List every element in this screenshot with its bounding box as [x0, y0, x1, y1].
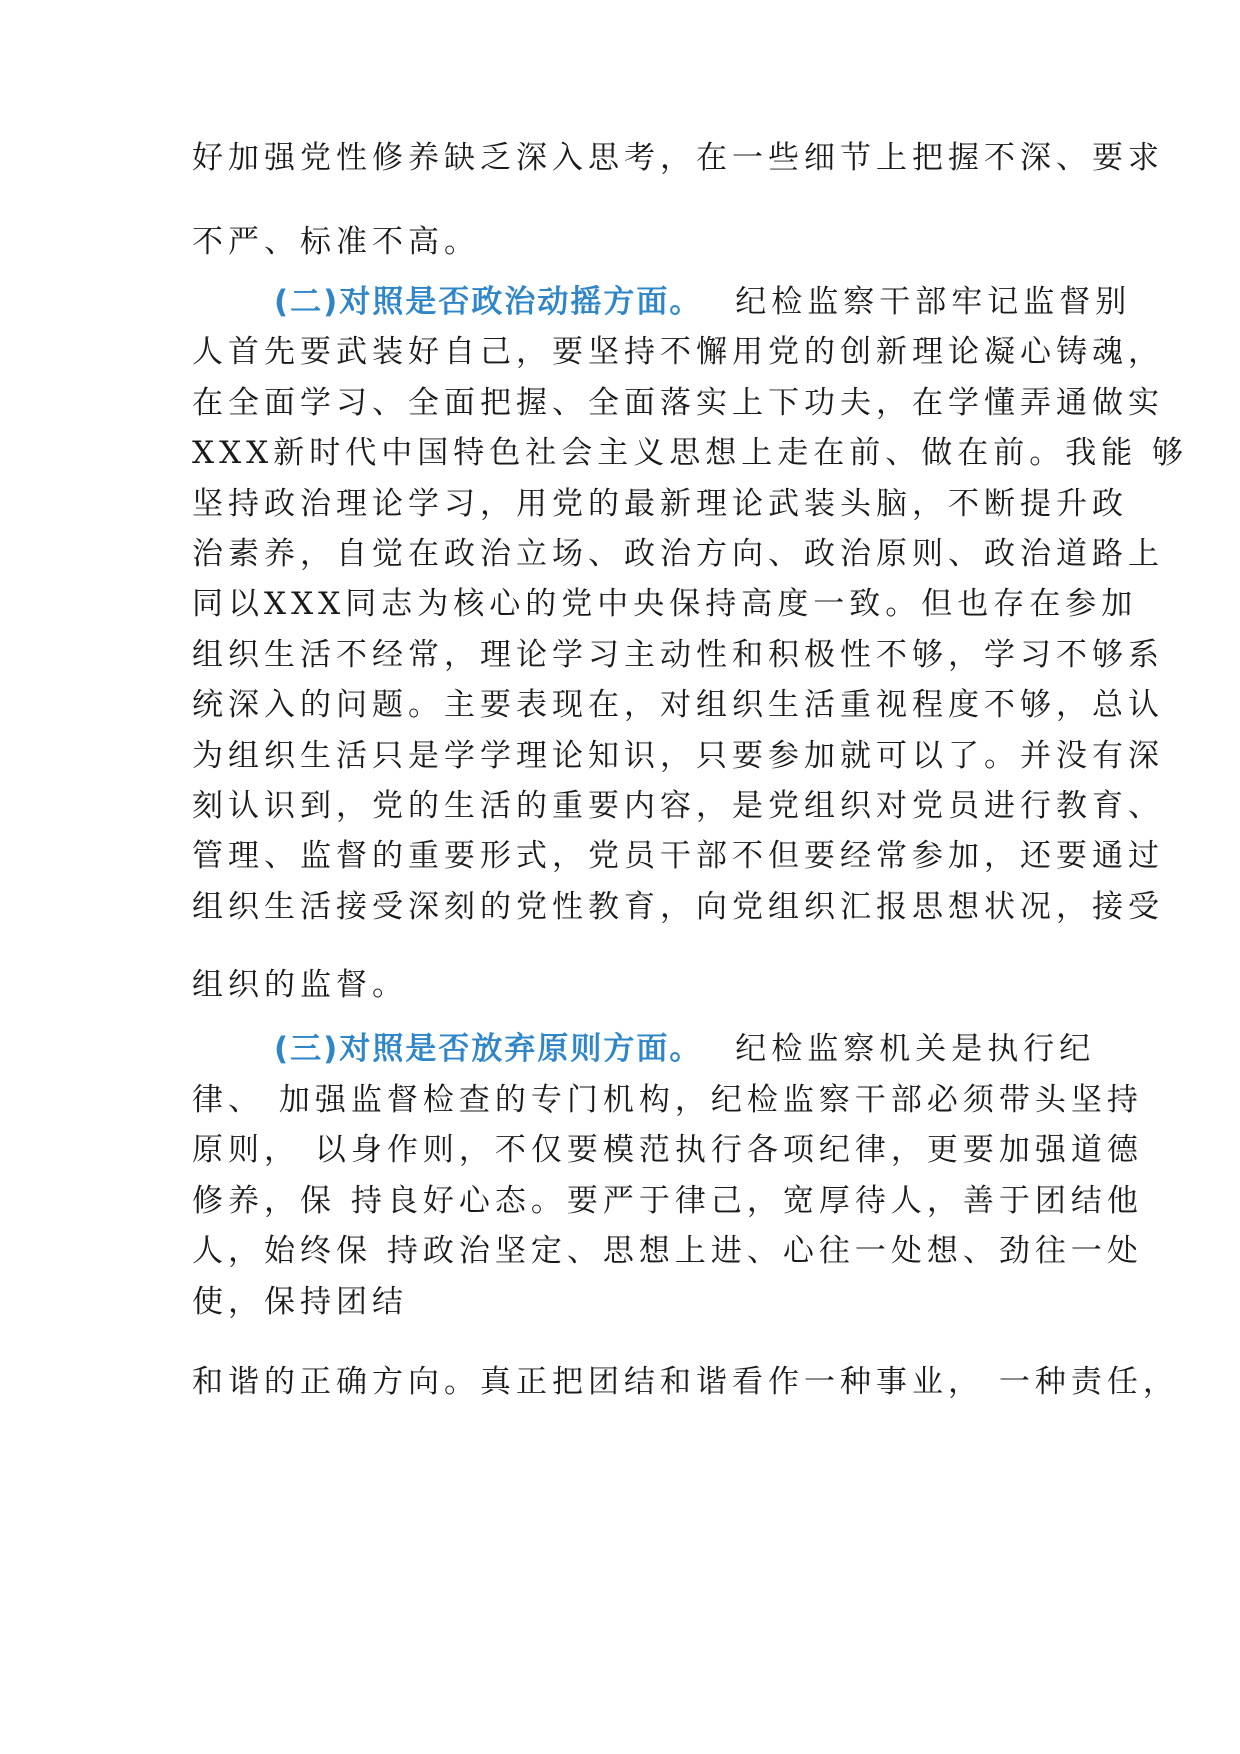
body-line: 原则， 以身作则，不仅要模范执行各项纪律，更要加强道德	[192, 1132, 1143, 1168]
body-line: 组织生活接受深刻的党性教育，向党组织汇报思想状况，接受	[192, 889, 1164, 925]
body-line: 坚持政治理论学习，用党的最新理论武装头脑，不断提升政	[192, 486, 1128, 522]
section-3-first-line-text: 纪检监察机关是执行纪	[735, 1031, 1096, 1067]
body-line: 人，始终保 持政治坚定、思想上进、心往一处想、劲往一处	[192, 1233, 1143, 1269]
body-line: 刻认识到，党的生活的重要内容，是党组织对党员进行教育、	[192, 788, 1164, 824]
body-line: 组织的监督。	[192, 967, 408, 1003]
body-line: 好加强党性修养缺乏深入思考，在一些细节上把握不深、要求	[192, 140, 1164, 176]
body-line: 为组织生活只是学学理论知识，只要参加就可以了。并没有深	[192, 738, 1164, 774]
body-line: 律、 加强监督检查的专门机构，纪检监察干部必须带头坚持	[192, 1082, 1143, 1118]
body-line: 在全面学习、全面把握、全面落实上下功夫，在学懂弄通做实	[192, 385, 1164, 421]
body-line: 治素养，自觉在政治立场、政治方向、政治原则、政治道路上	[192, 536, 1164, 572]
body-line: XXX新时代中国特色社会主义思想上走在前、做在前。我能 够	[192, 435, 1189, 471]
section-3-first-line	[274, 1029, 1096, 1069]
section-2-heading: (二)对照是否政治动摇方面。	[274, 284, 703, 320]
body-line: 统深入的问题。主要表现在，对组织生活重视程度不够，总认	[192, 687, 1164, 723]
body-line: 组织生活不经常，理论学习主动性和积极性不够，学习不够系	[192, 637, 1164, 673]
body-line: 管理、监督的重要形式，党员干部不但要经常参加，还要通过	[192, 838, 1164, 874]
body-line: 使，保持团结	[192, 1284, 408, 1320]
body-line: 不严、标准不高。	[192, 224, 480, 260]
body-line: 人首先要武装好自己，要坚持不懈用党的创新理论凝心铸魂，	[192, 334, 1164, 370]
section-3-heading: (三)对照是否放弃原则方面。	[274, 1031, 703, 1067]
body-line: 修养，保 持良好心态。要严于律己，宽厚待人，善于团结他	[192, 1183, 1143, 1219]
body-line: 和谐的正确方向。真正把团结和谐看作一种事业， 一种责任，	[192, 1364, 1179, 1400]
section-2-first-line	[274, 282, 1132, 322]
section-2-first-line-text: 纪检监察干部牢记监督别	[735, 284, 1132, 320]
body-line: 同以XXX同志为核心的党中央保持高度一致。但也存在参加	[192, 586, 1138, 622]
